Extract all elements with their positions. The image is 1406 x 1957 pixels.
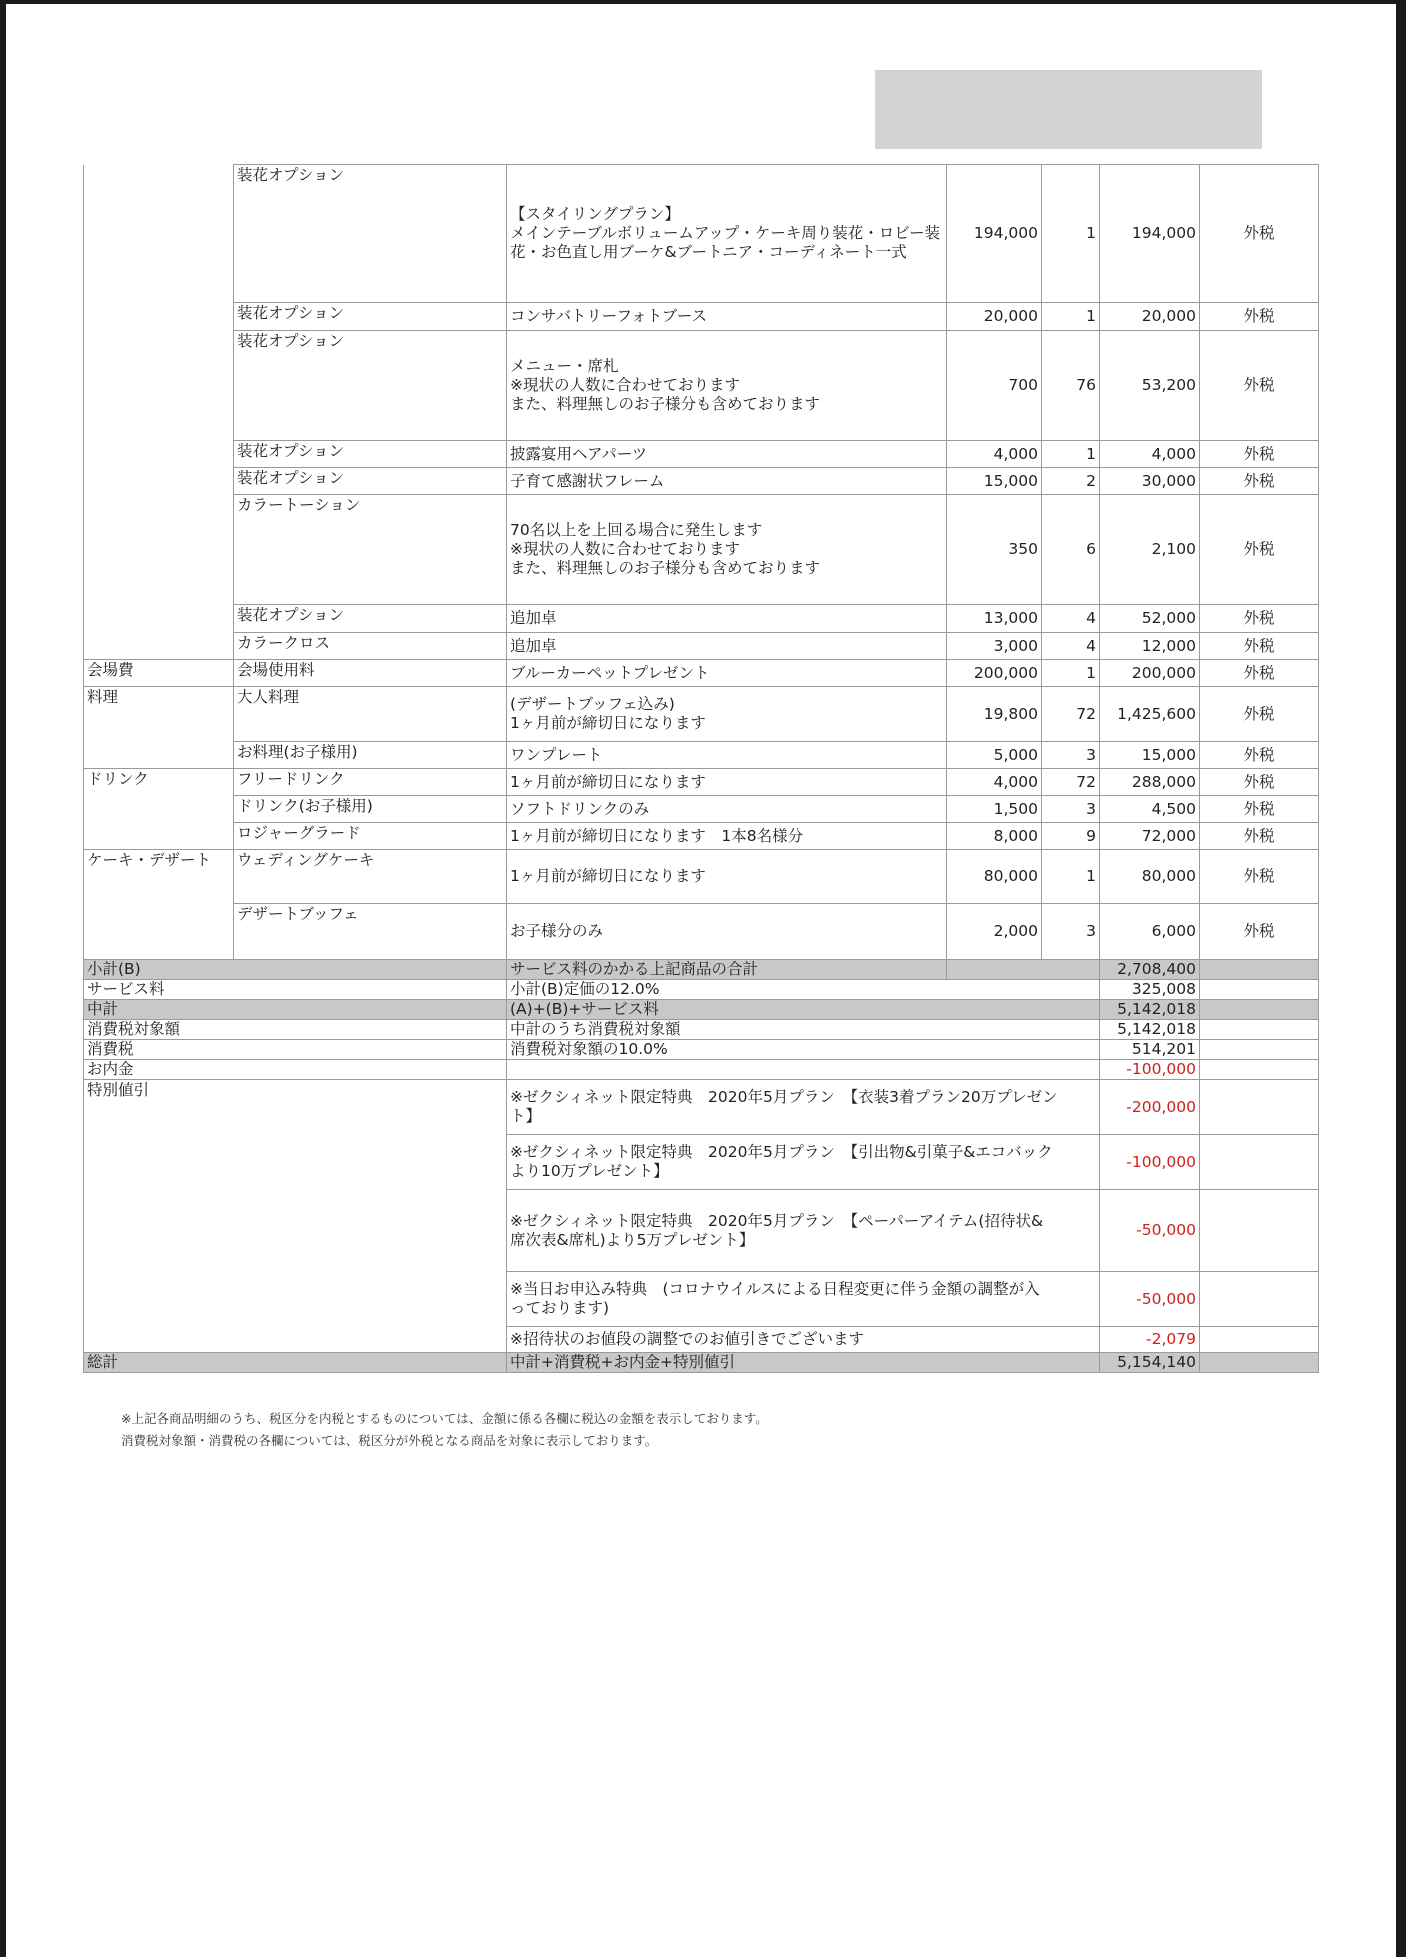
- quantity: 3: [1042, 796, 1100, 823]
- summary-row-midtotal: [84, 1000, 1319, 1020]
- table-row: [84, 633, 1319, 660]
- item-name: 装花オプション: [234, 303, 507, 331]
- table-row: [84, 742, 1319, 769]
- footnote: ※上記各商品明細のうち、税区分を内税とするものについては、金額に係る各欄に税込の金額を表示しております。: [121, 1411, 768, 1426]
- discount-amount: -100,000: [1100, 1135, 1200, 1190]
- amount: 6,000: [1100, 904, 1200, 960]
- tax-type: 外税: [1200, 823, 1319, 850]
- discount-description: ※招待状のお値段の調整でのお値引きでございます: [507, 1327, 1100, 1353]
- item-name: 装花オプション: [234, 331, 507, 441]
- quantity: 4: [1042, 605, 1100, 633]
- item-description: 1ヶ月前が締切日になります: [507, 850, 947, 904]
- category-cell: 会場費: [84, 660, 234, 687]
- summary-description: 小計(B)定価の12.0%: [507, 980, 1100, 1000]
- amount: 1,425,600: [1100, 687, 1200, 742]
- quantity: 6: [1042, 495, 1100, 605]
- unit-price: 194,000: [947, 165, 1042, 303]
- tax-type: 外税: [1200, 165, 1319, 303]
- amount: 72,000: [1100, 823, 1200, 850]
- unit-price: 5,000: [947, 742, 1042, 769]
- footnotes: [121, 1408, 768, 1452]
- item-description: 1ヶ月前が締切日になります 1本8名様分: [507, 823, 947, 850]
- table-row: [84, 769, 1319, 796]
- item-name: カラークロス: [234, 633, 507, 660]
- amount: 288,000: [1100, 769, 1200, 796]
- discount-description: ※ゼクシィネット限定特典 2020年5月プラン 【引出物&引菓子&エコバック より10万プレゼント】: [507, 1135, 1100, 1190]
- footnote: 消費税対象額・消費税の各欄については、税区分が外税となる商品を対象に表示しております。: [121, 1433, 658, 1448]
- unit-price: 4,000: [947, 769, 1042, 796]
- discount-amount: -2,079: [1100, 1327, 1200, 1353]
- summary-label: 中計: [84, 1000, 507, 1020]
- unit-price: 8,000: [947, 823, 1042, 850]
- item-name: 装花オプション: [234, 165, 507, 303]
- amount: 30,000: [1100, 468, 1200, 495]
- tax-type: 外税: [1200, 331, 1319, 441]
- tax-type: 外税: [1200, 687, 1319, 742]
- table-row: [84, 796, 1319, 823]
- discount-row: [84, 1080, 1319, 1135]
- item-name: 大人料理: [234, 687, 507, 742]
- redacted-header-block: [875, 70, 1262, 149]
- item-description: コンサバトリーフォトブース: [507, 303, 947, 331]
- quantity: 9: [1042, 823, 1100, 850]
- quantity: 3: [1042, 904, 1100, 960]
- item-description: 追加卓: [507, 633, 947, 660]
- unit-price: 2,000: [947, 904, 1042, 960]
- table-row: [84, 605, 1319, 633]
- item-name: 装花オプション: [234, 468, 507, 495]
- total-description: 中計+消費税+お内金+特別値引: [507, 1353, 1100, 1373]
- table-row: [84, 331, 1319, 441]
- item-description: ソフトドリンクのみ: [507, 796, 947, 823]
- item-description: 子育て感謝状フレーム: [507, 468, 947, 495]
- unit-price: 13,000: [947, 605, 1042, 633]
- tax-type: 外税: [1200, 742, 1319, 769]
- discount-label: 特別値引: [84, 1080, 507, 1353]
- item-name: ロジャーグラード: [234, 823, 507, 850]
- discount-description: ※ゼクシィネット限定特典 2020年5月プラン 【衣装3着プラン20万プレゼン ト】: [507, 1080, 1100, 1135]
- table-row: [84, 823, 1319, 850]
- category-cell: ドリンク: [84, 769, 234, 850]
- amount: 194,000: [1100, 165, 1200, 303]
- item-description: ブルーカーペットプレゼント: [507, 660, 947, 687]
- table-row: [84, 441, 1319, 468]
- item-name: 装花オプション: [234, 605, 507, 633]
- document-page: [6, 4, 1396, 1957]
- summary-description: 中計のうち消費税対象額: [507, 1020, 1100, 1040]
- summary-amount: 5,142,018: [1100, 1020, 1200, 1040]
- summary-amount: 2,708,400: [1100, 960, 1200, 980]
- item-name: カラートーション: [234, 495, 507, 605]
- amount: 4,500: [1100, 796, 1200, 823]
- total-amount: 5,154,140: [1100, 1353, 1200, 1373]
- tax-type: 外税: [1200, 605, 1319, 633]
- tax-type: 外税: [1200, 660, 1319, 687]
- summary-row-subtotal: [84, 960, 1319, 980]
- tax-type: 外税: [1200, 850, 1319, 904]
- discount-amount: -50,000: [1100, 1272, 1200, 1327]
- item-name: 会場使用料: [234, 660, 507, 687]
- summary-description: [507, 1060, 1100, 1080]
- summary-amount: 5,142,018: [1100, 1000, 1200, 1020]
- item-description: 追加卓: [507, 605, 947, 633]
- table-row: [84, 468, 1319, 495]
- quantity: 1: [1042, 165, 1100, 303]
- amount: 52,000: [1100, 605, 1200, 633]
- summary-description: (A)+(B)+サービス料: [507, 1000, 1100, 1020]
- table-row: [84, 687, 1319, 742]
- discount-amount: -200,000: [1100, 1080, 1200, 1135]
- unit-price: 1,500: [947, 796, 1042, 823]
- unit-price: 3,000: [947, 633, 1042, 660]
- amount: 20,000: [1100, 303, 1200, 331]
- item-description: (デザートブッフェ込み) 1ヶ月前が締切日になります: [507, 687, 947, 742]
- discount-description: ※当日お申込み特典 (コロナウイルスによる日程変更に伴う金額の調整が入 っております): [507, 1272, 1100, 1327]
- tax-type: 外税: [1200, 633, 1319, 660]
- table-row: [84, 303, 1319, 331]
- amount: 2,100: [1100, 495, 1200, 605]
- unit-price: 20,000: [947, 303, 1042, 331]
- unit-price: 350: [947, 495, 1042, 605]
- table-row: [84, 165, 1319, 303]
- amount: 15,000: [1100, 742, 1200, 769]
- quantity: 1: [1042, 660, 1100, 687]
- tax-type: 外税: [1200, 904, 1319, 960]
- quantity: 3: [1042, 742, 1100, 769]
- summary-row-tax: [84, 1040, 1319, 1060]
- item-description: 1ヶ月前が締切日になります: [507, 769, 947, 796]
- amount: 200,000: [1100, 660, 1200, 687]
- summary-row-service-fee: [84, 980, 1319, 1000]
- summary-label: サービス料: [84, 980, 507, 1000]
- item-name: フリードリンク: [234, 769, 507, 796]
- item-name: デザートブッフェ: [234, 904, 507, 960]
- category-cell: ケーキ・デザート: [84, 850, 234, 960]
- summary-description: サービス料のかかる上記商品の合計: [507, 960, 947, 980]
- invoice-table: [83, 164, 1319, 1373]
- item-description: 70名以上を上回る場合に発生します ※現状の人数に合わせております また、料理無しのお子様分も含めております: [507, 495, 947, 605]
- quantity: 72: [1042, 769, 1100, 796]
- summary-label: 小計(B): [84, 960, 507, 980]
- item-description: ワンプレート: [507, 742, 947, 769]
- table-row: [84, 904, 1319, 960]
- item-name: ウェディングケーキ: [234, 850, 507, 904]
- item-description: メニュー・席札 ※現状の人数に合わせております また、料理無しのお子様分も含めております: [507, 331, 947, 441]
- summary-amount: -100,000: [1100, 1060, 1200, 1080]
- summary-label: 消費税対象額: [84, 1020, 507, 1040]
- unit-price: 4,000: [947, 441, 1042, 468]
- amount: 12,000: [1100, 633, 1200, 660]
- unit-price: 15,000: [947, 468, 1042, 495]
- item-name: ドリンク(お子様用): [234, 796, 507, 823]
- summary-label: お内金: [84, 1060, 507, 1080]
- item-name: 装花オプション: [234, 441, 507, 468]
- item-description: 【スタイリングプラン】 メインテーブルボリュームアップ・ケーキ周り装花・ロビー装 花・お色直し用ブーケ&ブートニア・コーディネート一式: [507, 165, 947, 303]
- table-row: [84, 850, 1319, 904]
- discount-amount: -50,000: [1100, 1190, 1200, 1272]
- tax-type: 外税: [1200, 441, 1319, 468]
- summary-label: 消費税: [84, 1040, 507, 1060]
- tax-type: 外税: [1200, 769, 1319, 796]
- total-row: [84, 1353, 1319, 1373]
- item-name: お料理(お子様用): [234, 742, 507, 769]
- quantity: 1: [1042, 303, 1100, 331]
- discount-description: ※ゼクシィネット限定特典 2020年5月プラン 【ペーパーアイテム(招待状& 席次表&席札)より5万プレゼント】: [507, 1190, 1100, 1272]
- quantity: 2: [1042, 468, 1100, 495]
- quantity: 1: [1042, 850, 1100, 904]
- table-row: [84, 660, 1319, 687]
- category-cell: 料理: [84, 687, 234, 769]
- unit-price: 80,000: [947, 850, 1042, 904]
- summary-row-taxable: [84, 1020, 1319, 1040]
- table-row: [84, 495, 1319, 605]
- item-description: 披露宴用ヘアパーツ: [507, 441, 947, 468]
- summary-description: 消費税対象額の10.0%: [507, 1040, 1100, 1060]
- amount: 4,000: [1100, 441, 1200, 468]
- summary-amount: 325,008: [1100, 980, 1200, 1000]
- unit-price: 19,800: [947, 687, 1042, 742]
- item-description: お子様分のみ: [507, 904, 947, 960]
- amount: 53,200: [1100, 331, 1200, 441]
- unit-price: 200,000: [947, 660, 1042, 687]
- quantity: 1: [1042, 441, 1100, 468]
- quantity: 4: [1042, 633, 1100, 660]
- tax-type: 外税: [1200, 796, 1319, 823]
- amount: 80,000: [1100, 850, 1200, 904]
- quantity: 72: [1042, 687, 1100, 742]
- summary-row-deposit: [84, 1060, 1319, 1080]
- quantity: 76: [1042, 331, 1100, 441]
- total-label: 総計: [84, 1353, 507, 1373]
- tax-type: 外税: [1200, 303, 1319, 331]
- summary-amount: 514,201: [1100, 1040, 1200, 1060]
- unit-price: 700: [947, 331, 1042, 441]
- category-cell: [84, 165, 234, 660]
- tax-type: 外税: [1200, 495, 1319, 605]
- tax-type: 外税: [1200, 468, 1319, 495]
